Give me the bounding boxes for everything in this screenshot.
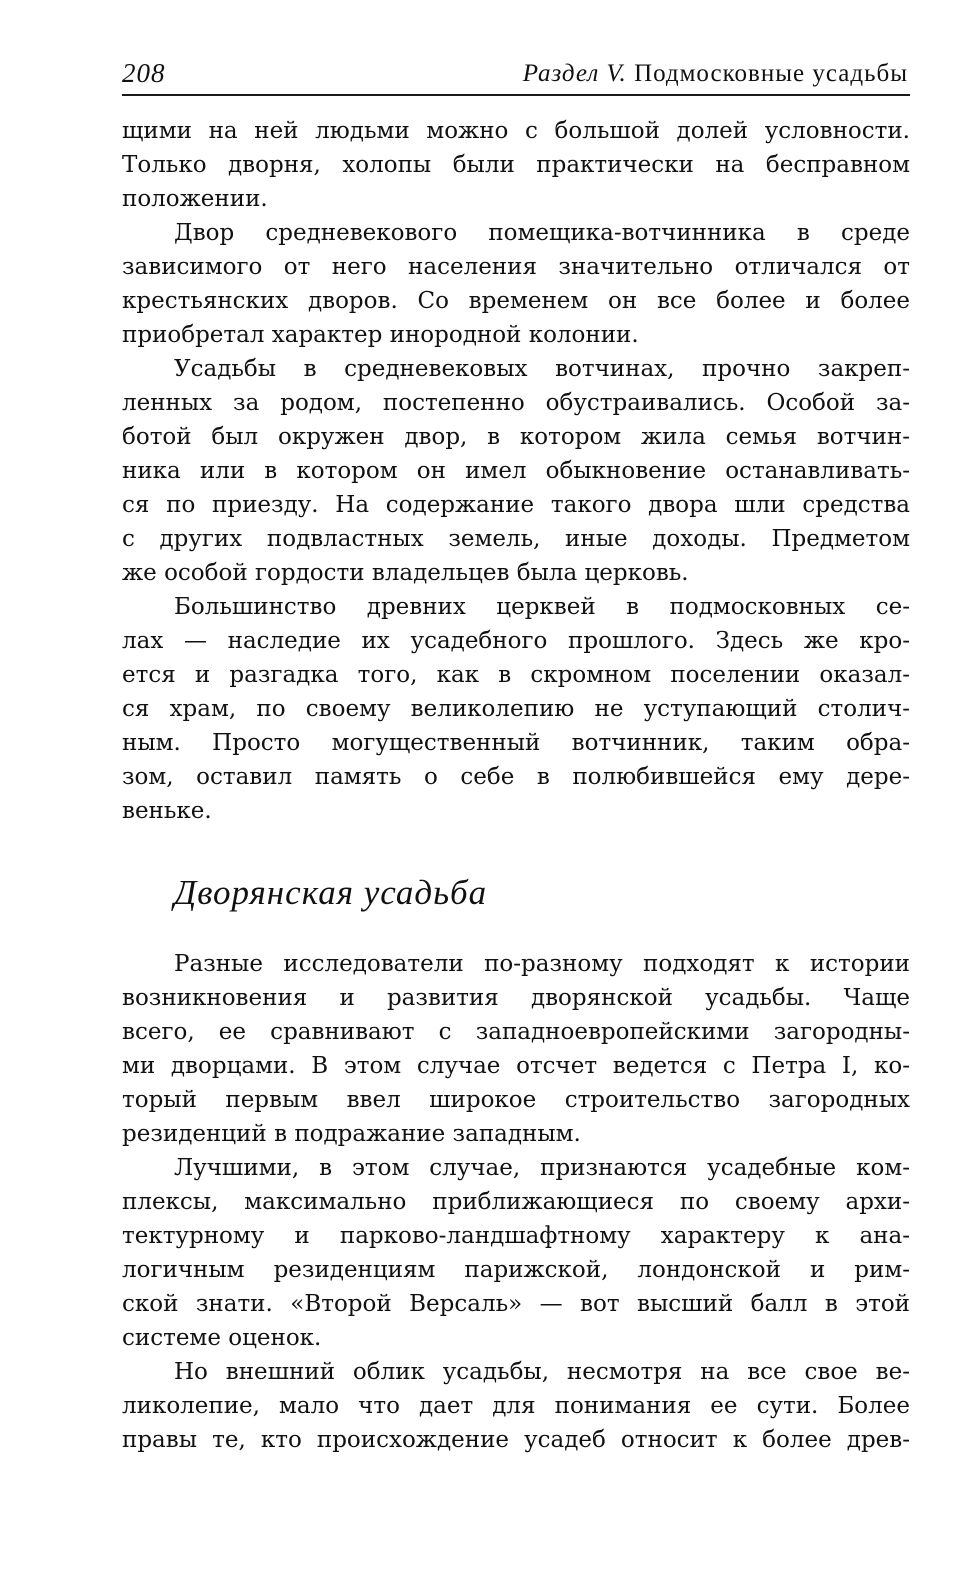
- text-line: ется и разгадка того, как в скромном поселении оказал-: [122, 662, 910, 688]
- text-line: ся по приезду. На содержание такого двора шли средства: [122, 492, 910, 518]
- section-title: Подмосковные усадьбы: [634, 60, 908, 87]
- text-line: лах — наследие их усадебного прошлого. Здесь же кро-: [122, 628, 910, 654]
- text-line: Двор средневекового помещика-вотчинника в среде: [174, 220, 910, 246]
- text-line: Лучшими, в этом случае, признаются усадебные ком-: [174, 1155, 910, 1181]
- text-line: Только дворня, холопы были практически на бесправном: [122, 152, 910, 178]
- text-line: системе оценок.: [122, 1325, 322, 1351]
- text-line: ской знати. «Второй Версаль» — вот высший балл в этой: [122, 1291, 910, 1317]
- text-line: положении.: [122, 186, 268, 212]
- text-line: зом, оставил память о себе в полюбившейся ему дере-: [122, 764, 910, 790]
- text-line: ми дворцами. В этом случае отсчет ведется с Петра I, ко-: [122, 1053, 910, 1079]
- text-line: с других подвластных земель, иные доходы. Предметом: [122, 526, 910, 552]
- text-line: резиденций в подражание западным.: [122, 1121, 581, 1147]
- running-title: [523, 60, 908, 88]
- text-line: приобретал характер инородной колонии.: [122, 322, 639, 348]
- text-line: правы те, кто происхождение усадеб относит к более древ-: [122, 1427, 910, 1453]
- section-heading: Дворянская усадьба: [174, 873, 488, 912]
- body-text: [122, 114, 910, 828]
- text-line: Но внешний облик усадьбы, несмотря на все свое ве-: [174, 1359, 910, 1385]
- section-text: [122, 947, 910, 1457]
- text-line: ленных за родом, постепенно обустраивались. Особой за-: [122, 390, 910, 416]
- text-line: тектурному и парково-ландшафтному характеру к ана-: [122, 1223, 910, 1249]
- text-line: ным. Просто могущественный вотчинник, таким обра-: [122, 730, 910, 756]
- text-line: всего, ее сравнивают с западноевропейскими загородны-: [122, 1019, 910, 1045]
- text-line: возникновения и развития дворянской усадьбы. Чаще: [122, 985, 910, 1011]
- text-line: же особой гордости владельцев была церковь.: [122, 560, 689, 586]
- text-line: щими на ней людьми можно с большой долей условности.: [122, 118, 910, 144]
- text-line: веньке.: [122, 798, 212, 824]
- text-line: торый первым ввел широкое строительство загородных: [122, 1087, 910, 1113]
- text-line: ника или в котором он имел обыкновение останавливать-: [122, 458, 910, 484]
- section-label: Раздел V.: [522, 60, 627, 87]
- text-line: ликолепие, мало что дает для понимания ее сути. Более: [122, 1393, 910, 1419]
- text-line: зависимого от него населения значительно отличался от: [122, 254, 910, 280]
- text-line: плексы, максимально приближающиеся по своему архи-: [122, 1189, 910, 1215]
- text-line: Разные исследователи по-разному подходят к истории: [174, 951, 910, 977]
- text-line: Усадьбы в средневековых вотчинах, прочно закреп-: [174, 356, 910, 382]
- text-line: крестьянских дворов. Со временем он все более и более: [122, 288, 910, 314]
- page-number: 208: [122, 58, 166, 88]
- text-line: Большинство древних церквей в подмосковных се-: [174, 594, 910, 620]
- text-line: ся храм, по своему великолепию не уступающий столич-: [122, 696, 910, 722]
- text-line: ботой был окружен двор, в котором жила семья вотчин-: [122, 424, 910, 450]
- text-line: логичным резиденциям парижской, лондонской и рим-: [122, 1257, 910, 1283]
- running-head: [122, 54, 910, 96]
